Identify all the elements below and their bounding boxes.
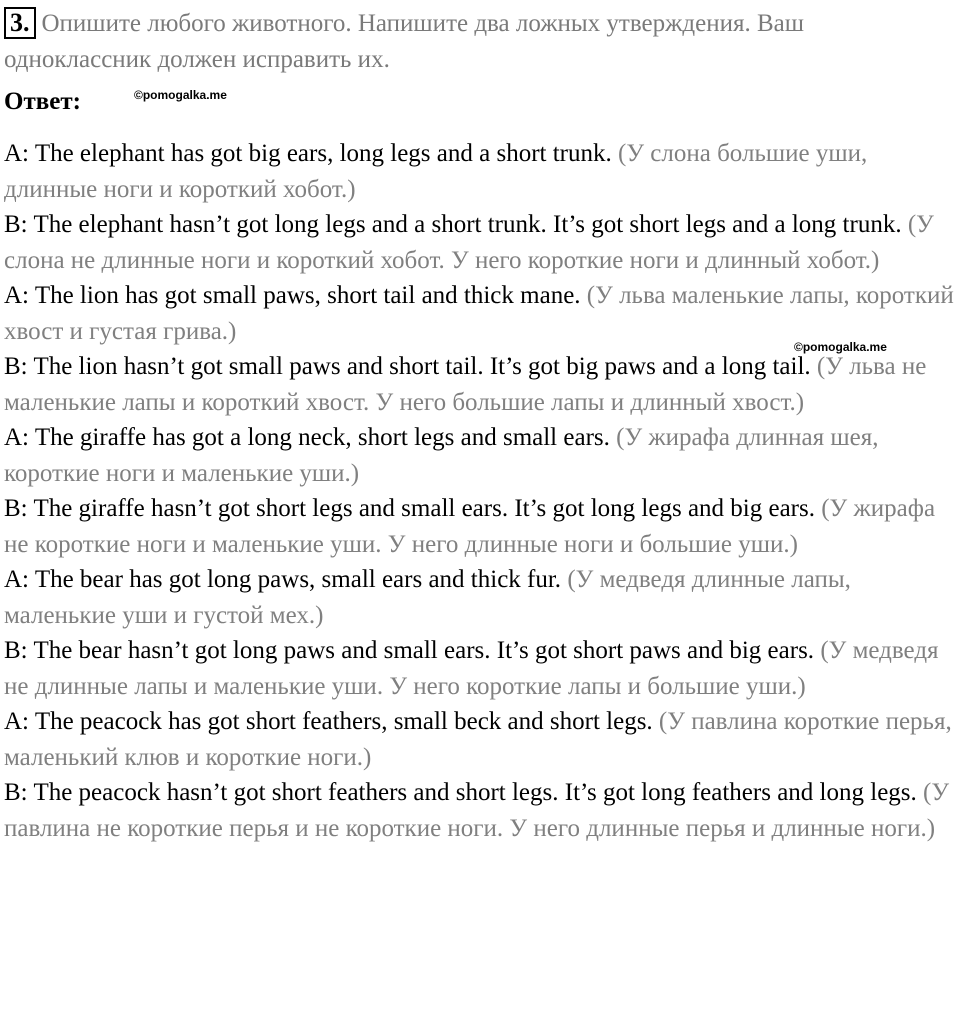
task-number: 3. bbox=[4, 7, 36, 39]
russian-translation: (У льва маленькие лапы, короткий хвост и густая грива.) bbox=[4, 282, 954, 345]
answer-dialogue bbox=[4, 136, 960, 846]
speaker-label: B: bbox=[4, 495, 28, 522]
english-sentence: The peacock hasn’t got short feathers and short legs. It’s got long feathers and long legs. bbox=[33, 779, 917, 806]
english-sentence: The elephant has got big ears, long legs and a short trunk. bbox=[34, 140, 612, 167]
english-sentence: The lion has got small paws, short tail and thick mane. bbox=[34, 282, 581, 309]
dialogue-line bbox=[4, 349, 960, 420]
speaker-label: B: bbox=[4, 211, 28, 238]
speaker-label: A: bbox=[4, 708, 29, 735]
english-sentence: The giraffe has got a long neck, short legs and small ears. bbox=[34, 424, 610, 451]
watermark: ©pomogalka.me bbox=[134, 88, 227, 102]
speaker-label: A: bbox=[4, 282, 29, 309]
english-sentence: The giraffe hasn’t got short legs and small ears. It’s got long legs and big ears. bbox=[33, 495, 815, 522]
dialogue-line bbox=[4, 278, 960, 349]
english-sentence: The peacock has got short feathers, small beck and short legs. bbox=[34, 708, 653, 735]
russian-translation: (У павлина не короткие перья и не короткие ноги. У него длинные перья и длинные ноги.) bbox=[4, 779, 950, 842]
speaker-label: A: bbox=[4, 140, 29, 167]
russian-translation: (У жирафа не короткие ноги и маленькие уши. У него длинные ноги и большие уши.) bbox=[4, 495, 936, 558]
answer-label: Ответ: bbox=[4, 88, 81, 115]
russian-translation: (У слона большие уши, длинные ноги и короткий хобот.) bbox=[4, 140, 868, 203]
speaker-label: A: bbox=[4, 566, 29, 593]
speaker-label: B: bbox=[4, 353, 28, 380]
english-sentence: The elephant hasn’t got long legs and a short trunk. It’s got short legs and a long trunk. bbox=[33, 211, 902, 238]
task-prompt bbox=[4, 6, 956, 78]
speaker-label: A: bbox=[4, 424, 29, 451]
watermark: ©pomogalka.me bbox=[794, 340, 887, 354]
russian-translation: (У льва не маленькие лапы и короткий хвост. У него большие лапы и длинный хвост.) bbox=[4, 353, 927, 416]
russian-translation: (У жирафа длинная шея, короткие ноги и маленькие уши.) bbox=[4, 424, 879, 487]
russian-translation: (У павлина короткие перья, маленький клюв и короткие ноги.) bbox=[4, 708, 952, 771]
dialogue-line bbox=[4, 420, 960, 491]
dialogue-line bbox=[4, 136, 960, 207]
english-sentence: The bear hasn’t got long paws and small ears. It’s got short paws and big ears. bbox=[33, 637, 815, 664]
dialogue-line bbox=[4, 207, 960, 278]
russian-translation: (У медведя длинные лапы, маленькие уши и густой мех.) bbox=[4, 566, 851, 629]
dialogue-line bbox=[4, 562, 960, 633]
dialogue-line bbox=[4, 633, 960, 704]
english-sentence: The bear has got long paws, small ears and thick fur. bbox=[34, 566, 562, 593]
russian-translation: (У медведя не длинные лапы и маленькие уши. У него короткие лапы и большие уши.) bbox=[4, 637, 939, 700]
russian-translation: (У слона не длинные ноги и короткий хобот. У него короткие ноги и длинный хобот.) bbox=[4, 211, 934, 274]
dialogue-line bbox=[4, 704, 960, 775]
dialogue-line bbox=[4, 775, 960, 846]
dialogue-line bbox=[4, 491, 960, 562]
task-text: Опишите любого животного. Напишите два ложных утверждения. Ваш одноклассник должен исправить их. bbox=[4, 10, 804, 73]
english-sentence: The lion hasn’t got small paws and short tail. It’s got big paws and a long tail. bbox=[33, 353, 811, 380]
speaker-label: B: bbox=[4, 779, 28, 806]
speaker-label: B: bbox=[4, 637, 28, 664]
